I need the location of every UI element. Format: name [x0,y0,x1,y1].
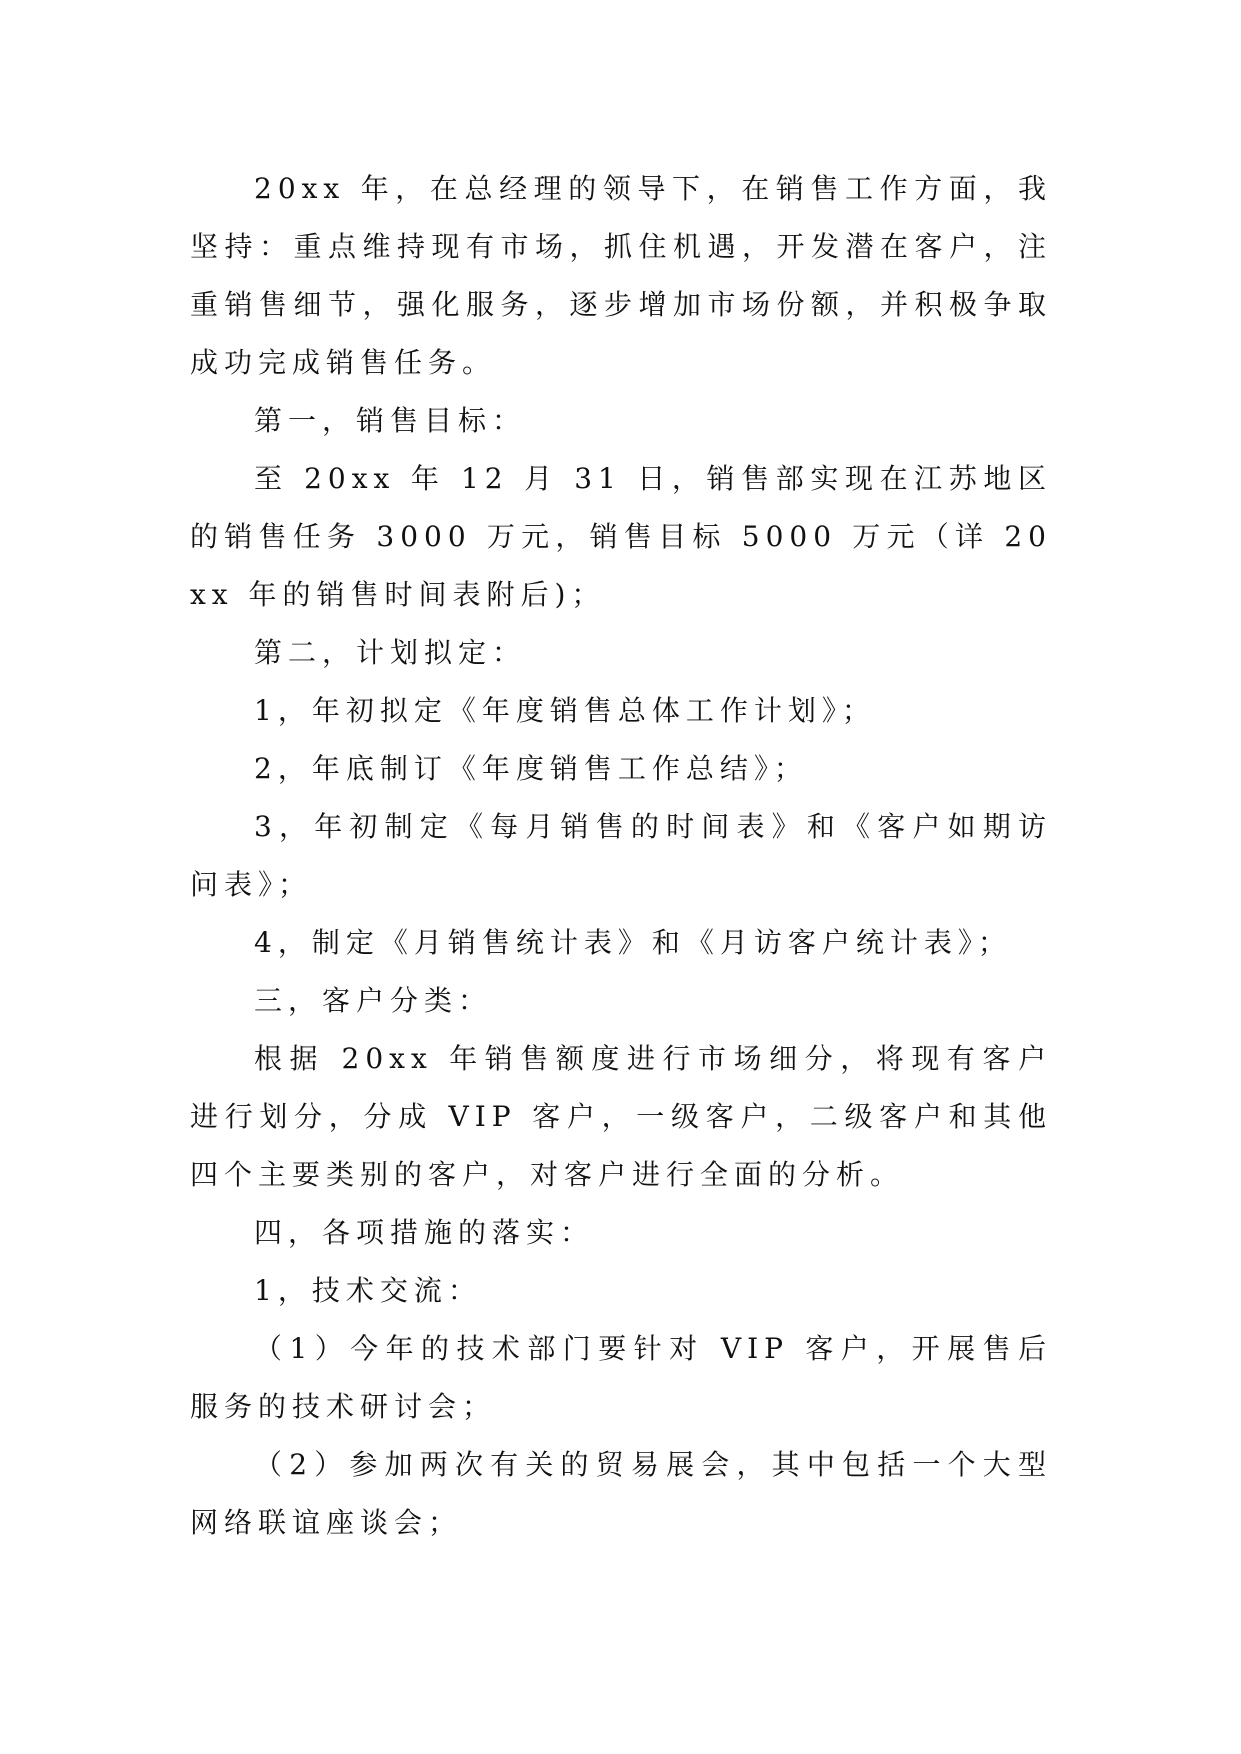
section-heading-sales-target: 第一，销售目标： [254,404,527,437]
section-heading-planning: 第二，计划拟定： [254,636,527,669]
section-heading-measures: 四，各项措施的落实： [254,1216,595,1249]
tech-exchange-subitem-2: （2）参加两次有关的贸易展会，其中包括一个大型网络联谊座谈会； [190,1448,1052,1539]
tech-exchange-subitem-1: （1）今年的技术部门要针对 VIP 客户，开展售后服务的技术研讨会； [190,1332,1052,1423]
plan-item-1: 1，年初拟定《年度销售总体工作计划》； [254,694,876,727]
document-body [190,160,1052,1552]
measures-item-tech-exchange: 1，技术交流： [254,1274,482,1307]
plan-item-2: 2，年底制订《年度销售工作总结》； [254,752,808,785]
plan-item-3: 3，年初制定《每月销售的时间表》和《客户如期访问表》； [190,810,1052,901]
customer-classification-paragraph: 根据 20xx 年销售额度进行市场细分，将现有客户进行划分，分成 VIP 客户，一级客户，二级客户和其他四个主要类别的客户，对客户进行全面的分析。 [190,1042,1052,1191]
sales-target-paragraph: 至 20xx 年 12 月 31 日，销售部实现在江苏地区的销售任务 3000 万元，销售目标 5000 万元（详 20xx 年的销售时间表附后)； [190,462,1052,611]
intro-paragraph: 20xx 年，在总经理的领导下，在销售工作方面，我坚持：重点维持现有市场，抓住机遇，开发潜在客户，注重销售细节，强化服务，逐步增加市场份额，并积极争取成功完成销售任务。 [190,172,1052,379]
plan-item-4: 4，制定《月销售统计表》和《月访客户统计表》； [254,926,1012,959]
section-heading-customer-classification: 三，客户分类： [254,984,493,1017]
